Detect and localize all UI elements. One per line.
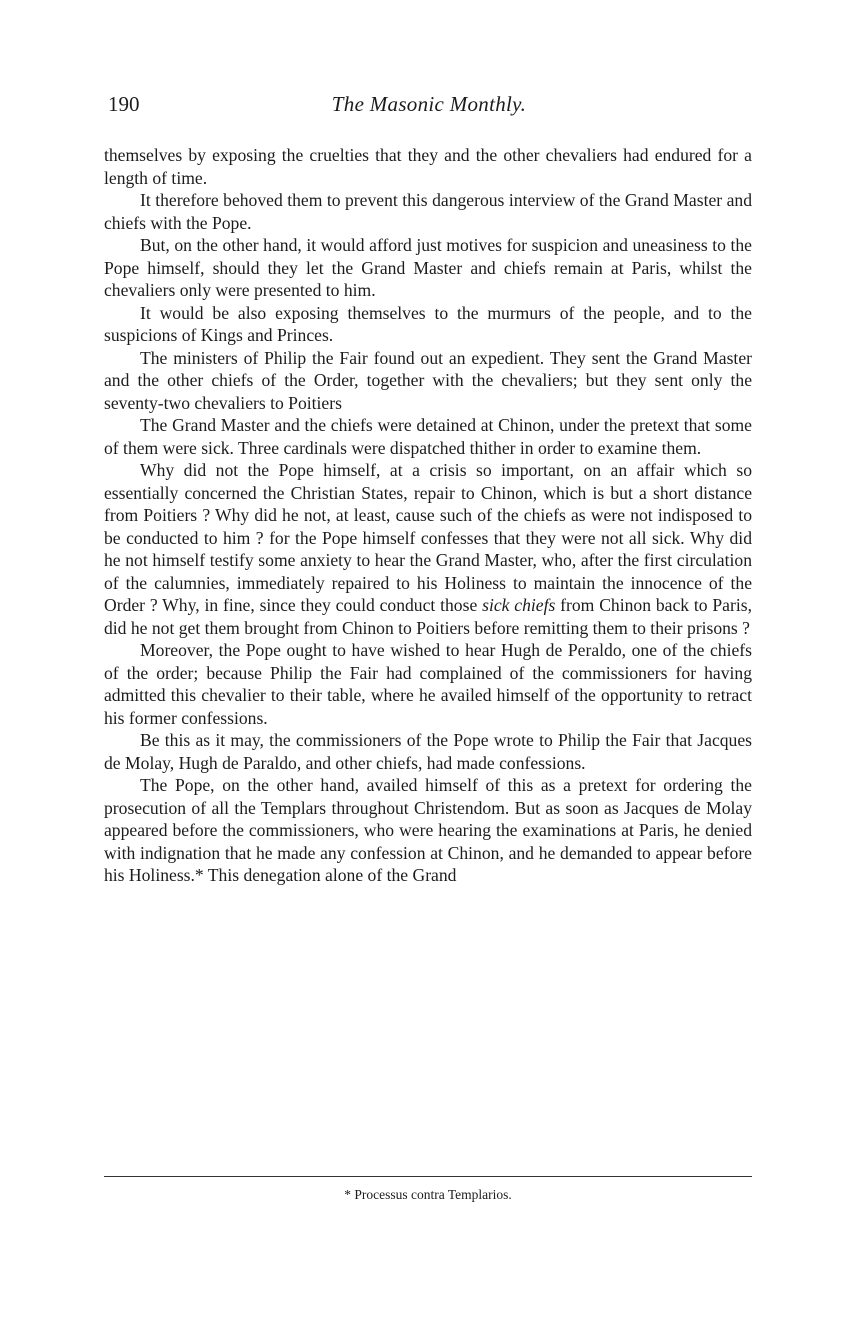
- running-title: The Masonic Monthly.: [331, 92, 527, 116]
- paragraph: It therefore behoved them to prevent this dangerous interview of the Grand Master and chiefs with the Pope.: [104, 190, 752, 233]
- page-header: [108, 92, 750, 122]
- page-number: 190: [108, 92, 140, 116]
- paragraph: It would be also exposing themselves to the murmurs of the people, and to the suspicions of Kings and Princes.: [104, 302, 752, 345]
- emphasized-text: sick chiefs: [482, 595, 556, 615]
- paragraph-text: from Chinon back to Paris, did he not get them brought from Chinon to Poitiers before remitting them to their prisons ?: [104, 595, 752, 638]
- paragraph: The Pope, on the other hand, availed himself of this as a pretext for ordering the prosecution of all the Templars throughout Christendom. But as soon as Jacques de Molay appeared before the commissioners, who were hearing the examinations at Paris, he denied with indignation that he made any confession at Chinon, and he demanded to appear before his Holiness.* This denegation alone of the Grand: [104, 775, 752, 885]
- paragraph: themselves by exposing the cruelties that they and the other chevaliers had endured for a length of time.: [104, 145, 752, 188]
- paragraph: The Grand Master and the chiefs were detained at Chinon, under the pretext that some of them were sick. Three cardinals were dispatched thither in order to examine them.: [104, 415, 752, 458]
- paragraph: The ministers of Philip the Fair found out an expedient. They sent the Grand Master and the other chiefs of the Order, together with the chevaliers; but they sent only the seventy-two chevaliers to Poitiers: [104, 347, 752, 413]
- body-text: [104, 144, 752, 887]
- paragraph: Moreover, the Pope ought to have wished to hear Hugh de Peraldo, one of the chiefs of the order; because Philip the Fair had complained of the commissioners for having admitted this chevalier to their table, where he availed himself of the opportunity to retract his former confessions.: [104, 640, 752, 728]
- paragraph: But, on the other hand, it would afford just motives for suspicion and uneasiness to the Pope himself, should they let the Grand Master and chiefs remain at Paris, whilst the chevaliers only were presented to him.: [104, 235, 752, 300]
- paragraph-text: Why did not the Pope himself, at a crisis so important, on an affair which so essentially concerned the Christian States, repair to Chinon, which is but a short distance from Poitiers ? Why did he not, at least, cause such of the chiefs as were not indisposed to be conducted to him ? for the Pope himself confesses that they were not all sick. Why did he not himself testify some anxiety to hear the Grand Master, who, after the first circulation of the calumnies, immediately repaired to his Holiness to maintain the innocence of the Order ? Why, in fine, since they could conduct those: [104, 460, 752, 615]
- footnote: * Processus contra Templarios.: [344, 1187, 512, 1202]
- paragraph: Be this as it may, the commissioners of the Pope wrote to Philip the Fair that Jacques de Molay, Hugh de Paraldo, and other chiefs, had made confessions.: [104, 730, 752, 773]
- paragraph: [104, 459, 752, 639]
- footnote-rule: [104, 1176, 752, 1177]
